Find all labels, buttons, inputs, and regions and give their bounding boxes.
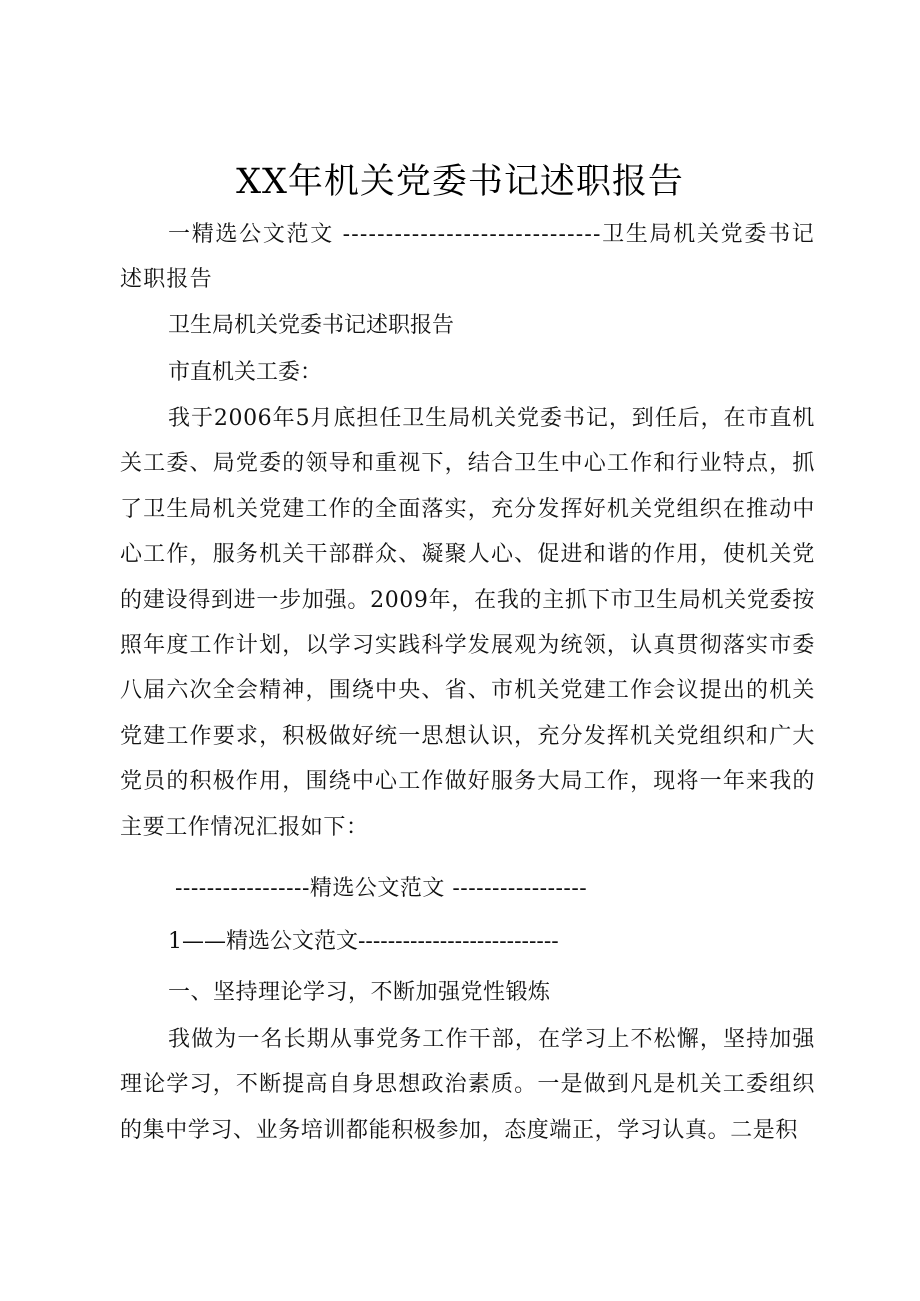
body-paragraph-2: 我做为一名长期从事党务工作干部，在学习上不松懈，坚持加强理论学习，不断提高自身思想政治素质。一是做到凡是机关工委组织的集中学习、业务培训都能积极参加，态度端正，学习认真。二是积 [120,1027,815,1143]
body-paragraph-1: 我于2006年5月底担任卫生局机关党委书记，到任后，在市直机关工委、局党委的领导和重视下，结合卫生中心工作和行业特点，抓了卫生局机关党建工作的全面落实，充分发挥好机关党组织在推动中心工作，服务机关干部群众、凝聚人心、促进和谐的作用，使机关党的建设得到进一步加强。2009年，在我的主抓下市卫生局机关党委按照年度工作计划，以学习实践科学发展观为统领，认真贯彻落实市委八届六次全会精神，围绕中央、省、市机关党建工作会议提出的机关党建工作要求，积极做好统一思想认识，充分发挥机关党组织和广大党员的积极作用，围绕中心工作做好服务大局工作，现将一年来我的主要工作情况汇报如下： [120,406,815,840]
report-heading: 卫生局机关党委书记述职报告 [168,313,455,338]
salutation: 市直机关工委： [168,360,323,385]
section-heading-1: 一、坚持理论学习，不断加强党性锻炼 [168,980,551,1005]
sub-line: 1——精选公文范文--------------------------- [168,929,559,954]
separator-line: -----------------精选公文范文 ----------------- [175,876,588,901]
intro-line: 一精选公文范文 ------------------------------卫生局机关党委书记述职报告 [120,222,815,293]
document-title: XX年机关党委书记述职报告 [236,162,684,202]
